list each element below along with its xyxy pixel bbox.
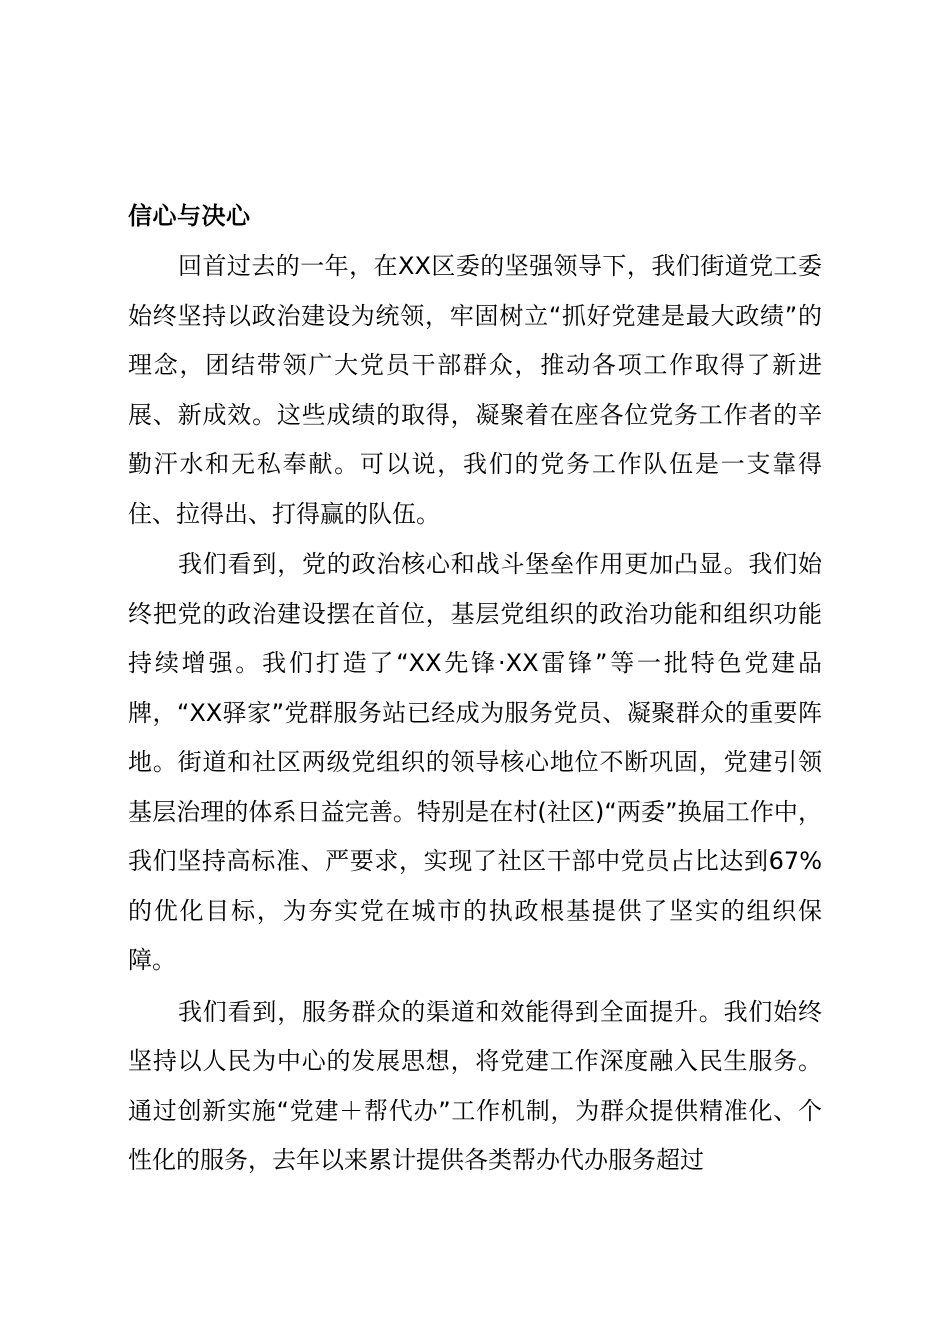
paragraph-service: 我们看到，服务群众的渠道和效能得到全面提升。我们始终坚持以人民为中心的发展思想，将党建工作深度融入民生服务。通过创新实施“党建＋帮代办”工作机制，为群众提供精准化、个性化的服务，去年以来累计提供各类帮办代办服务超过 <box>128 997 822 1174</box>
section-heading: 信心与决心 <box>128 202 251 230</box>
document-body <box>128 192 822 1186</box>
paragraph-review: 回首过去的一年，在XX区委的坚强领导下，我们街道党工委始终坚持以政治建设为统领，牢固树立“抓好党建是最大政绩”的理念，团结带领广大党员干部群众，推动各项工作取得了新进展、新成效。这些成绩的取得，凝聚着在座各位党务工作者的辛勤汗水和无私奉献。可以说，我们的党务工作队伍是一支靠得住、拉得出、打得赢的队伍。 <box>128 252 822 528</box>
paragraph-political-core: 我们看到，党的政治核心和战斗堡垒作用更加凸显。我们始终把党的政治建设摆在首位，基层党组织的政治功能和组织功能持续增强。我们打造了“XX先锋·XX雷锋”等一批特色党建品牌，“XX驿家”党群服务站已经成为服务党员、凝聚群众的重要阵地。街道和社区两级党组织的领导核心地位不断巩固，党建引领基层治理的体系日益完善。特别是在村(社区)“两委”换届工作中，我们坚持高标准、严要求，实现了社区干部中党员占比达到67%的优化目标，为夯实党在城市的执政根基提供了坚实的组织保障。 <box>128 550 822 974</box>
